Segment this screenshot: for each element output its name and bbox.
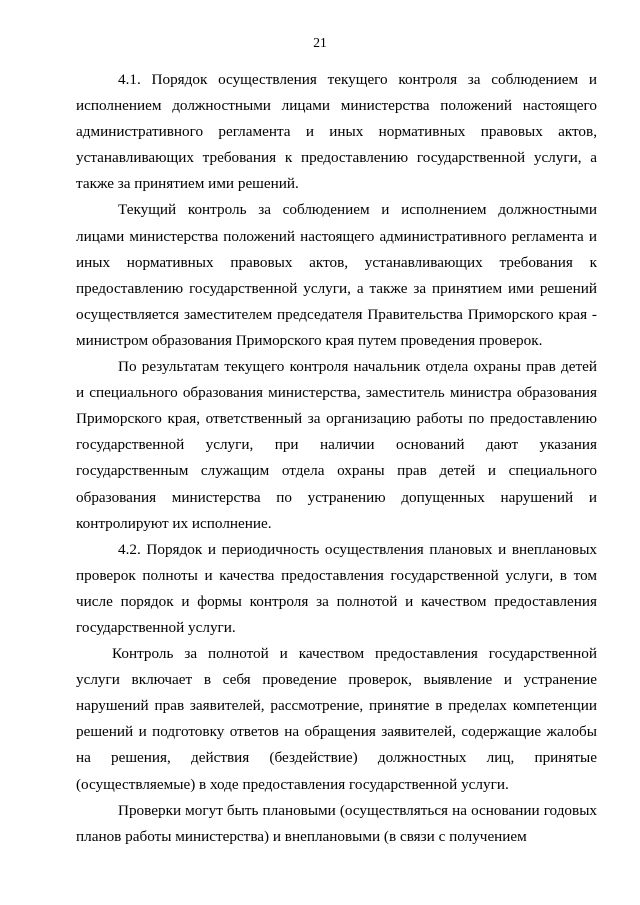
paragraph-4-2-heading: 4.2. Порядок и периодичность осуществления плановых и внеплановых проверок полноты и качества предоставления государственной услуги, в том числе порядок и формы контроля за полнотой и качеством предоставления государственной услуги. — [76, 540, 597, 636]
paragraph-quality-control: Контроль за полнотой и качеством предоставления государственной услуги включает в себя проведение проверок, выявление и устранение нарушений прав заявителей, рассмотрение, принятие в пределах компетенции решений и подготовку ответов на обращения заявителей, содержащие жалобы на решения, действия (бездействие) должностных лиц, принятые (осуществляемые) в ходе предоставления государственной услуги. — [76, 645, 597, 793]
document-body — [76, 67, 597, 850]
paragraph-current-control: Текущий контроль за соблюдением и исполнением должностными лицами министерства положений настоящего административного регламента и иных нормативных правовых актов, устанавливающих требования к предоставлению государственной услуги, а также за принятием ими решений осуществляется заместителем председателя Правительства Приморского края - министром образования Приморского края путем проведения проверок. — [76, 201, 597, 349]
paragraph-4-1-heading: 4.1. Порядок осуществления текущего контроля за соблюдением и исполнением должностными лицами министерства положений настоящего административного регламента и иных нормативных правовых актов, устанавливающих требования к предоставлению государственной услуги, а также за принятием ими решений. — [76, 71, 597, 193]
paragraph-control-results: По результатам текущего контроля начальник отдела охраны прав детей и специального образования министерства, заместитель министра образования Приморского края, ответственный за организацию работы по предоставлению государственной услуги, при наличии оснований дают указания государственным служащим отдела охраны прав детей и специального образования министерства по устранению допущенных нарушений и контролируют их исполнение. — [76, 358, 597, 532]
page-number: 21 — [313, 35, 327, 50]
paragraph-inspections: Проверки могут быть плановыми (осуществляться на основании годовых планов работы министерства) и внеплановыми (в связи с получением — [76, 801, 597, 845]
